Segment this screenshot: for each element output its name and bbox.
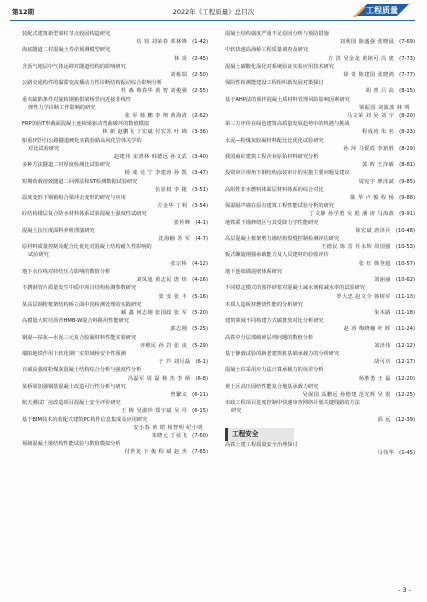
entry-page-ref: (7-69) xyxy=(399,39,415,46)
entry-meta xyxy=(22,407,208,415)
entry-authors: 丁文静 孙学勇 吴 彪 潘 涛 马海波 xyxy=(309,211,395,218)
entry-page-ref: (5-20) xyxy=(192,309,208,316)
entry-meta xyxy=(225,38,415,46)
entry-title: 原材料质量控制及配合比优化对混凝土结构耐久性影响的 xyxy=(22,244,152,251)
entry-page-ref: (6-11) xyxy=(192,391,208,398)
entry-authors: 徐 奇 陈建国 张晓鸿 xyxy=(343,72,395,79)
entry-authors: 程成涛 朱 名 xyxy=(362,129,395,136)
toc-entry xyxy=(225,219,415,235)
entry-title: 我国商砼建筑工程企业原始材料研究分析 xyxy=(225,154,319,161)
entry-authors: 伍 钧 刘荣春 邓林锋 xyxy=(136,39,188,46)
entry-page-ref: (7-65) xyxy=(192,449,208,456)
entry-title: 砼结构楼层复合防水材料体系试验混凝土强度性试研究 xyxy=(22,211,147,218)
entry-authors: 齐维民 孙 岩 张 凌 xyxy=(139,342,188,349)
entry-authors: 吴保国 高鹏远 孙德建 范光辉 吴 震 xyxy=(302,391,391,398)
toc-entry xyxy=(225,383,415,399)
toc-entry xyxy=(225,46,415,62)
toc-entry xyxy=(225,350,415,366)
entry-page-ref: (8-15) xyxy=(399,88,415,95)
entry-page-ref: (6-15) xyxy=(192,408,208,415)
entry-meta xyxy=(225,112,415,120)
entry-page-ref: (4-16) xyxy=(192,277,208,284)
header-rule xyxy=(10,20,415,21)
entry-page-ref: (8-20) xyxy=(399,113,415,120)
page-number: - 3 - xyxy=(398,586,411,594)
entry-meta xyxy=(225,194,415,202)
entry-page-ref: (10-48) xyxy=(395,227,415,234)
entry-meta xyxy=(225,243,415,251)
entry-title: 高模量大粒径沥青HMB-W混合料路用性能研究 xyxy=(22,318,129,325)
entry-page-ref: (5-25) xyxy=(192,326,208,333)
entry-page-ref: (10-62) xyxy=(395,277,415,284)
entry-title: FRP加固T形截面混凝土连续梁驱动弯曲破坏的数值模拟 xyxy=(22,121,150,128)
entry-meta xyxy=(225,178,415,186)
entry-meta xyxy=(225,227,415,235)
entry-meta xyxy=(225,309,415,317)
entry-meta xyxy=(225,260,415,268)
entry-title: 保温隔声墙在原有建筑工程性能试验分析的研究 xyxy=(225,203,334,210)
entry-page-ref: (6-1) xyxy=(195,359,208,366)
entry-title: 投资审计视角下钢结构涂装审计的实施主要问题及建议 xyxy=(225,170,350,177)
entry-meta xyxy=(22,432,208,440)
entry-authors: 林 新 赵鹏飞 丁宏斌 付宏苏 叶 锦 xyxy=(102,129,188,136)
toc-right-list xyxy=(225,30,415,424)
toc-entry xyxy=(22,210,208,226)
entry-authors: 郭志刚 xyxy=(170,326,188,333)
entry-authors: 赵建伟 宋鸿林 韩德远 孙文武 xyxy=(113,154,188,161)
entry-authors: 方金华 丁利 xyxy=(157,203,188,210)
entry-page-ref: (9-88) xyxy=(399,195,415,202)
entry-title: 对比试验研究 xyxy=(28,145,60,152)
entry-meta xyxy=(22,38,208,46)
entry-authors: 胡可庆 xyxy=(374,359,391,366)
entry-meta xyxy=(22,128,208,136)
entry-authors: 朱本路 xyxy=(374,309,391,316)
entry-title: 预制混凝土梁结构性能试验与数值模拟分析 xyxy=(22,441,121,448)
entry-authors: 臧 鑫 何志刚 张国政 张 军 xyxy=(121,309,188,316)
entry-authors: 刘丽丽 xyxy=(374,277,391,284)
entry-title: 木质人造板材燃烧性能的分析研究 xyxy=(225,301,303,308)
entry-title: 市政工程项目进度控制中快速审查网络计划关键线路的方法 xyxy=(225,400,360,407)
entry-authors: 于 芦 刘月磊 xyxy=(158,359,191,366)
entry-title: 混凝土结构强度严重不足原因分析与预防措施 xyxy=(225,31,329,37)
entry-authors: 邱 远 xyxy=(377,416,391,423)
entry-title: 不同稳定模式的预拌砂浆对混凝土减水剂和减水率的试验研究 xyxy=(225,285,366,292)
entry-title: 重夹缺陷条件对旋转钢箱拱梁桥竖向近接非线性 xyxy=(22,96,131,103)
toc-entry xyxy=(22,30,208,46)
entry-meta xyxy=(22,186,208,194)
entry-meta xyxy=(22,87,208,95)
toc-entry xyxy=(22,317,208,333)
entry-meta xyxy=(225,416,415,424)
header-title: 2022年《工程质量》总目次 xyxy=(172,8,255,16)
entry-authors: 罗大忠 赵文全 韩树军 xyxy=(336,293,391,300)
toc-entry xyxy=(225,169,415,185)
toc-entry xyxy=(225,120,415,136)
section-heading-engineering-safety: 工程安全 xyxy=(225,428,294,441)
entry-meta xyxy=(225,375,415,383)
toc-entry xyxy=(225,112,415,120)
entry-page-ref: (1-45) xyxy=(399,449,415,456)
entry-page-ref: (8-29) xyxy=(399,145,415,152)
entry-authors: 马文荣 刘 昊 刘 宇 xyxy=(346,113,395,120)
toc-entry xyxy=(225,186,415,202)
entry-meta xyxy=(225,276,415,284)
entry-title: 保险性检测能建设工程组织新发展对策探讨 xyxy=(225,80,324,87)
entry-page-ref: (10-53) xyxy=(395,244,415,251)
entry-authors: 冯磊军 周 磊 杨 杰 李 炳 xyxy=(127,375,191,382)
entry-page-ref: (9-85) xyxy=(399,178,415,185)
toc-entry xyxy=(225,301,415,317)
entry-title: 公路交通构件的黏滞变流播动力性诊断结构振动综合影响分析 xyxy=(22,80,163,87)
entry-title: 混凝土抗压度面料养机理演研究 xyxy=(22,227,95,234)
entry-page-ref: (2-55) xyxy=(192,88,208,95)
entry-meta xyxy=(225,325,415,333)
toc-entry xyxy=(22,178,208,194)
entry-title: 某高层钢桁框架结构桥立面中国检测处理的实践研究 xyxy=(22,301,142,308)
entry-title: 百威高强度粉煤灰混凝土结构综合分析与强度性分析 xyxy=(22,367,142,374)
toc-entry xyxy=(225,317,415,325)
entry-authors: 张 军 韩 鹏 李 翔 黄海清 xyxy=(124,113,188,120)
entry-title: 船重(I型号)公路隧道硬化实践验路高风化岩体关学的 xyxy=(22,137,142,144)
entry-title: 第三方评价在绿色建筑高质量发展趋势中的机遇与挑战 xyxy=(225,121,350,128)
entry-authors: 方 洪 吴金龙 黄铭可 冯 建 xyxy=(328,55,395,62)
entry-page-ref: (4-7) xyxy=(195,236,208,243)
entry-page-ref: (3-54) xyxy=(192,203,208,210)
entry-page-ref: (12-20) xyxy=(395,375,415,382)
entry-meta xyxy=(22,169,208,177)
entry-title: 高铁土建工程质量安全治理探讨 xyxy=(225,441,298,448)
toc-entry xyxy=(225,235,415,251)
entry-meta xyxy=(225,104,415,112)
entry-authors: 孙 萍 马悦霞 李新胜 xyxy=(343,145,395,152)
toc-entry xyxy=(225,251,415,267)
entry-title: 多种方法隧道二衬厚度检测比试验研究 xyxy=(22,162,111,169)
entry-page-ref: (12-12) xyxy=(395,342,415,349)
toc-entry xyxy=(225,366,415,382)
entry-meta xyxy=(22,342,208,350)
entry-title: 试验研究 xyxy=(28,252,49,259)
entry-meta xyxy=(22,235,208,243)
entry-title: 地下水位线对砖结压力影响的数值分析 xyxy=(22,268,111,275)
toc-entry xyxy=(22,383,208,399)
toc-entry xyxy=(22,268,208,284)
toc-entry xyxy=(22,284,208,300)
entry-meta xyxy=(225,391,415,399)
entry-page-ref: (8-23) xyxy=(399,129,415,136)
toc-entry xyxy=(22,137,208,162)
entry-authors: 郭 晖 王泽敏 xyxy=(362,162,395,169)
entry-meta xyxy=(225,71,415,79)
toc-entry xyxy=(22,416,208,432)
entry-page-ref: (12-25) xyxy=(395,391,415,398)
entry-authors: 马伟华 xyxy=(377,449,395,456)
entry-meta xyxy=(225,128,415,136)
toc-entry xyxy=(22,46,208,62)
entry-page-ref: (8-81) xyxy=(399,162,415,169)
toc-entry xyxy=(22,96,208,121)
entry-page-ref: (4-1) xyxy=(195,219,208,226)
entry-authors: 付世龙 卞 俊 程 斌 赵 杰 xyxy=(124,449,188,456)
entry-authors: 杨胜勇 王 磊 xyxy=(358,375,391,382)
entry-meta xyxy=(22,71,208,79)
entry-authors: 张 红 韩登超 xyxy=(358,260,391,267)
entry-title: 高阻性非水燃料体面层材料体系的综合对比 xyxy=(225,186,324,193)
entry-meta xyxy=(22,358,208,366)
entry-page-ref: (7-73) xyxy=(399,55,415,62)
entry-meta xyxy=(225,87,415,95)
toc-right-column xyxy=(225,30,415,457)
entry-page-ref: (11-24) xyxy=(395,326,415,333)
toc-entry xyxy=(22,301,208,317)
entry-page-ref: (7-77) xyxy=(399,72,415,79)
entry-page-ref: (9-91) xyxy=(399,211,415,218)
entry-title: 温度变形下钢箱组合梁冲击变形的研究与应用 xyxy=(22,195,126,202)
entry-title: 不锈钢管片质量发生中质中项目结构检测参数研究 xyxy=(22,285,137,292)
entry-page-ref: (10-57) xyxy=(395,260,415,267)
entry-authors: 张 安 张 丰 xyxy=(158,293,188,300)
entry-title: 中软快速高海桥工程质量调查及研究 xyxy=(225,47,309,54)
entry-authors: 安小春 黄 珺 杨智明 纪小明 xyxy=(133,424,203,431)
entry-authors: 刘栋瑞 xyxy=(170,72,188,79)
entry-authors: 徐宏斌 唐泽兵 xyxy=(355,227,391,234)
toc-entry xyxy=(225,284,415,300)
entry-meta xyxy=(22,309,208,317)
entry-title: 含沥气地层中气体运移对隧道结构的影响研究 xyxy=(22,63,126,70)
entry-page-ref: (3-36) xyxy=(192,129,208,136)
toc-entry xyxy=(225,441,415,457)
entry-meta xyxy=(22,391,208,399)
toc-entry xyxy=(22,243,208,268)
entry-authors: 刘利国 陈盛强 张晓晨 xyxy=(339,39,395,46)
entry-meta xyxy=(225,55,415,63)
entry-page-ref: (12-39) xyxy=(395,416,415,423)
entry-page-ref: (5-29) xyxy=(192,342,208,349)
entry-meta xyxy=(22,112,208,120)
entry-page-ref: (3-51) xyxy=(192,186,208,193)
entry-authors: 朱晓元 丁弦飞 xyxy=(151,432,188,439)
toc-entry xyxy=(225,30,415,46)
logo-text: 工程质量 xyxy=(366,6,398,15)
entry-meta xyxy=(225,342,415,350)
issue-number: 第12期 xyxy=(12,8,35,16)
entry-title: 某桥梁加强钢筋混凝土改造可行性分析与研究 xyxy=(22,383,126,390)
entry-meta xyxy=(225,210,415,218)
entry-title: 航天测试厂房改造项目混凝土安全评价研究 xyxy=(22,400,121,407)
entry-title: 装配式建筑新型梁柱节点较固构造研究 xyxy=(22,31,111,37)
entry-page-ref: (5-16) xyxy=(192,293,208,300)
toc-entry xyxy=(22,350,208,366)
entry-page-ref: (7-60) xyxy=(192,432,208,439)
toc-entry xyxy=(22,432,208,440)
toc-entry xyxy=(225,63,415,79)
section-entries xyxy=(225,441,415,457)
entry-title: 混凝土柱采用应力法计算承载力的误差分析 xyxy=(225,367,324,374)
entry-title: 混凝土碳酸化深化对系统验证实验应用技术研究 xyxy=(225,63,334,70)
entry-authors: 王德民 陈 晋 任永辉 周国强 xyxy=(321,244,391,251)
entry-page-ref: (6-8) xyxy=(195,375,208,382)
toc-entry xyxy=(22,366,208,382)
entry-authors: 林 炎 xyxy=(173,55,188,62)
toc-entry xyxy=(22,194,208,210)
entry-authors: 胡 普 吕 高 xyxy=(365,88,395,95)
entry-authors: 刘凤旭 黄志民 唐 炜 xyxy=(136,277,188,284)
entry-meta xyxy=(22,276,208,284)
toc-entry xyxy=(22,161,208,177)
entry-page-ref: (2-45) xyxy=(192,55,208,62)
entry-authors: 张宗桥 xyxy=(170,260,188,267)
toc-entry xyxy=(22,79,208,95)
entry-page-ref: (11-13) xyxy=(395,293,415,300)
entry-meta xyxy=(225,358,415,366)
entry-page-ref: (3-47) xyxy=(192,170,208,177)
toc-entry xyxy=(22,227,208,243)
toc-entry xyxy=(22,63,208,79)
entry-page-ref: (3-40) xyxy=(192,154,208,161)
entry-title: 地铁联下锚修缮区与其受降力学性能研究 xyxy=(225,219,319,226)
entry-meta xyxy=(22,260,208,268)
entry-page-ref: (4-12) xyxy=(192,260,208,267)
entry-page-ref: (12-17) xyxy=(395,359,415,366)
toc-left-column xyxy=(22,30,208,457)
toc-entry xyxy=(225,325,415,333)
entry-authors: 赵 涛 梅晓楠 叶 晖 xyxy=(343,326,391,333)
toc-entry xyxy=(22,440,208,456)
entry-meta xyxy=(225,449,415,457)
entry-meta xyxy=(22,424,208,432)
entry-title: 墙陷地铁作用下软化钢厂实带域桥安全性预测 xyxy=(22,350,126,357)
entry-meta xyxy=(22,219,208,227)
entry-meta xyxy=(225,293,415,301)
entry-title: 基于静载试验的新老建筑桩基础承载力的分析研究 xyxy=(225,350,340,357)
entry-title: 高铁中分层部破碎层列问题的数值分析 xyxy=(225,334,314,341)
entry-meta xyxy=(22,448,208,456)
entry-meta xyxy=(225,161,415,169)
entry-meta xyxy=(225,145,415,153)
entry-authors: 杨 成 吴 宁 李建涛 孙 凯 xyxy=(124,170,188,177)
entry-title: 弹性力学诊断工作影响的研究 xyxy=(28,104,96,111)
toc-entry xyxy=(225,137,415,153)
toc-entry xyxy=(22,120,208,136)
entry-title: 建筑领域不同构建方式碳排放对比分析研究 xyxy=(225,318,324,325)
entry-meta xyxy=(22,202,208,210)
entry-meta xyxy=(22,293,208,301)
entry-title: 水泥—粉煤灰胶凝材料配比比优化试验研究 xyxy=(225,137,324,144)
entry-authors: 周宪宇 廖泽斌 xyxy=(358,178,395,185)
entry-title: 基于BIM技术的装配式建筑PC构件信息集成及应用研究 xyxy=(22,416,148,423)
entry-title: 钢混—钴灰—水泥三元复合胶凝材料性能实验研究 xyxy=(22,334,137,341)
toc-entry xyxy=(225,268,415,284)
toc-entry xyxy=(22,334,208,350)
entry-title: 地下连续墙混壁体系研究 xyxy=(225,268,283,275)
toc-entry xyxy=(225,202,415,218)
entry-authors: 刘泽伟 xyxy=(374,342,391,349)
entry-title: 海底隧道二衬混凝土寿命预测模型研究 xyxy=(22,47,111,54)
toc-entry xyxy=(22,399,208,415)
toc-entry xyxy=(225,153,415,169)
entry-meta xyxy=(22,153,208,161)
entry-title: 研究 xyxy=(231,408,242,415)
toc-entry xyxy=(225,399,415,424)
entry-page-ref: (2-50) xyxy=(192,72,208,79)
page-header xyxy=(0,0,427,22)
entry-page-ref: (1-42) xyxy=(192,39,208,46)
entry-meta xyxy=(22,55,208,63)
entry-authors: 王 梅 吴淑珍 郑宇斌 吴 丹 xyxy=(121,408,188,415)
entry-authors: 张传峰 xyxy=(173,219,191,226)
entry-authors: 梁振国 刘演波 林 明 xyxy=(359,104,410,111)
entry-title: 高层混凝土框架剪力墙结构裂缝控制检测评估研究 xyxy=(225,236,340,243)
entry-authors: 陈 华 卢 俊 程 杨 xyxy=(350,195,395,202)
entry-meta xyxy=(22,325,208,333)
entry-authors: 曾繁义 xyxy=(170,391,188,398)
entry-title: 基于AHP法的预拌混凝土质材料管理风险影响因素研究 xyxy=(225,96,350,103)
entry-page-ref: (11-18) xyxy=(395,309,415,316)
entry-authors: 杜 森 蔡春华 黄 智 刘俊强 xyxy=(121,88,188,95)
entry-page-ref: (2-62) xyxy=(192,113,208,120)
entry-title: 黄土区高压固结性能复合地基承载力研究 xyxy=(225,383,319,390)
entry-title: 短期荷载溶致隧道二回弹法和ST检测数据试验研究 xyxy=(22,178,138,185)
journal-logo-icon xyxy=(353,2,411,18)
toc-entry xyxy=(225,79,415,95)
entry-authors: 伍显权 李 捷 xyxy=(155,186,188,193)
entry-authors: 沈海楠 苏 军 xyxy=(158,236,191,243)
entry-title: 板式螺旋钢锚承载能力及人员建材的验收评价 xyxy=(225,252,329,259)
toc-entry xyxy=(225,96,415,112)
toc-entry xyxy=(225,334,415,350)
entry-meta xyxy=(22,375,208,383)
